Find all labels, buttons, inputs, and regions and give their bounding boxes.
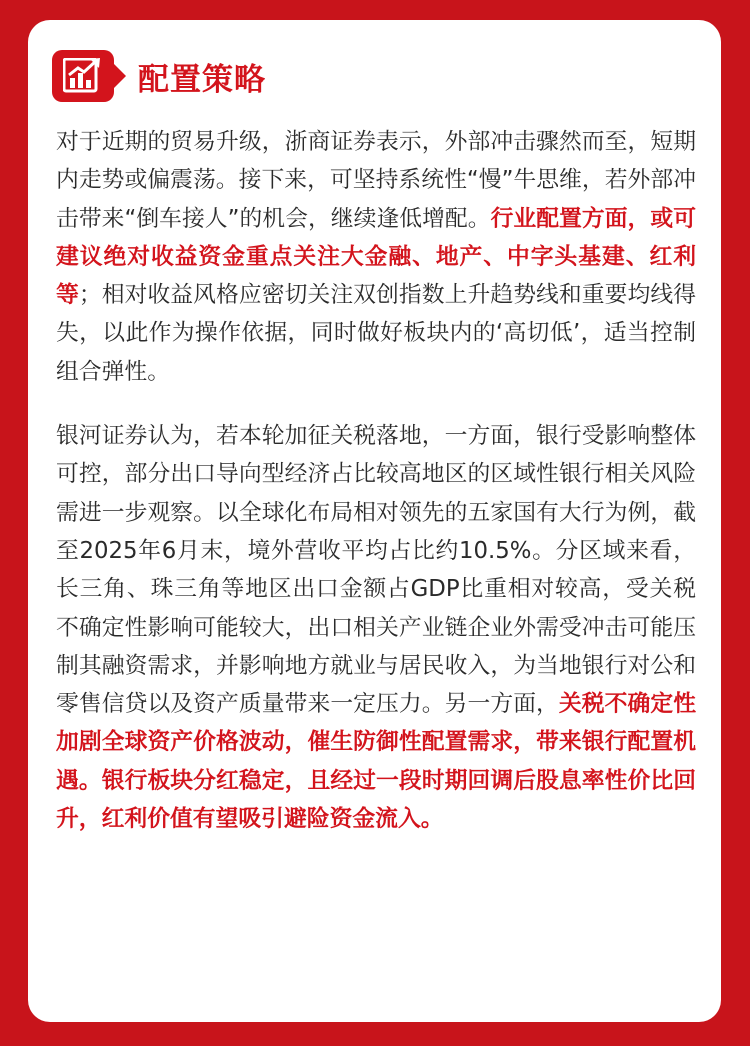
- paragraph-1: [56, 123, 696, 391]
- paragraph-1-text: 对于近期的贸易升级，浙商证券表示，外部冲击骤然而至，短期内走势或偏震荡。接下来，可坚持系统性“慢”牛思维，若外部冲击带来“倒车接人”的机会，继续逢低增配。: [56, 129, 696, 232]
- section-title: 配置策略: [138, 61, 266, 98]
- title-arrow-decoration: [113, 63, 126, 89]
- paragraph-2: [56, 417, 696, 838]
- growth-chart-icon: [52, 50, 114, 102]
- paragraph-1-highlight: 行业配置方面，或可建议绝对收益资金重点关注大金融、地产、中字头基建、红利等: [56, 205, 696, 309]
- paragraph-1-text-end: ；相对收益风格应密切关注双创指数上升趋势线和重要均线得失，以此作为操作依据，同时做好板块内的‘高切低’，适当控制组合弹性。: [56, 282, 696, 385]
- article-body: [56, 123, 696, 864]
- paragraph-2-text: 银河证券认为，若本轮加征关税落地，一方面，银行受影响整体可控，部分出口导向型经济占比较高地区的区域性银行相关风险需进一步观察。以全球化布局相对领先的五家国有大行为例，截至2025年6月末，境外营收平均占比约10.5%。分区域来看，长三角、珠三角等地区出口金额占GDP比重相对较高，受关税不确定性影响可能较大，出口相关产业链企业外需受冲击可能压制其融资需求，并影响地方就业与居民收入，为当地银行对公和零售信贷以及资产质量带来一定压力。另一方面，: [56, 423, 696, 718]
- growth-chart-icon-graphic: [63, 58, 103, 94]
- content-card: [28, 20, 721, 1022]
- paragraph-2-highlight: 关税不确定性加剧全球资产价格波动，催生防御性配置需求，带来银行配置机遇。银行板块分红稳定，且经过一段时期回调后股息率性价比回升，红利价值有望吸引避险资金流入。: [56, 691, 696, 833]
- section-header: [52, 50, 266, 102]
